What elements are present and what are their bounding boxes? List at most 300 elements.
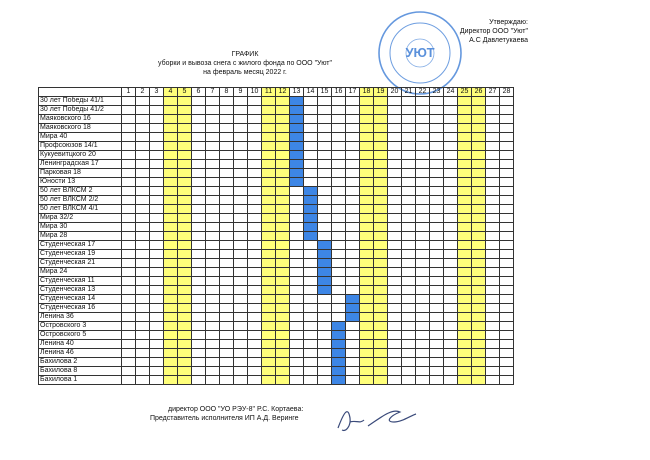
weekend-cell	[164, 151, 178, 160]
weekend-cell	[178, 268, 192, 277]
day-cell	[486, 295, 500, 304]
weekend-cell	[472, 349, 486, 358]
day-cell	[290, 232, 304, 241]
weekend-cell	[276, 223, 290, 232]
day-cell	[388, 124, 402, 133]
day-cell	[486, 250, 500, 259]
weekend-cell	[262, 268, 276, 277]
day-cell	[430, 286, 444, 295]
weekend-cell	[374, 286, 388, 295]
day-cell	[346, 133, 360, 142]
weekend-cell	[374, 349, 388, 358]
day-cell	[444, 286, 458, 295]
day-cell	[122, 160, 136, 169]
day-cell	[136, 376, 150, 385]
day-cell	[192, 115, 206, 124]
weekend-cell	[164, 376, 178, 385]
day-cell	[388, 331, 402, 340]
weekend-cell	[276, 232, 290, 241]
day-cell	[304, 259, 318, 268]
day-cell	[444, 331, 458, 340]
address-cell: 50 лет ВЛКСМ 2/2	[39, 196, 122, 205]
day-cell	[346, 277, 360, 286]
weekend-cell	[178, 178, 192, 187]
day-cell	[192, 142, 206, 151]
day-cell	[500, 340, 514, 349]
weekend-cell	[178, 259, 192, 268]
weekend-cell	[276, 205, 290, 214]
day-cell	[248, 178, 262, 187]
day-cell	[486, 214, 500, 223]
address-cell: Бахилова 8	[39, 367, 122, 376]
cleaning-day-cell	[332, 340, 346, 349]
weekend-cell	[472, 295, 486, 304]
day-cell	[444, 241, 458, 250]
day-cell	[388, 277, 402, 286]
day-header-26: 26	[472, 88, 486, 97]
weekend-cell	[374, 133, 388, 142]
day-cell	[220, 142, 234, 151]
weekend-cell	[472, 133, 486, 142]
day-cell	[388, 232, 402, 241]
day-cell	[192, 367, 206, 376]
day-cell	[206, 268, 220, 277]
day-cell	[430, 214, 444, 223]
day-cell	[486, 151, 500, 160]
weekend-cell	[360, 142, 374, 151]
day-cell	[290, 349, 304, 358]
day-cell	[500, 106, 514, 115]
day-cell	[430, 295, 444, 304]
day-cell	[486, 268, 500, 277]
weekend-cell	[178, 124, 192, 133]
day-cell	[486, 169, 500, 178]
day-cell	[304, 286, 318, 295]
weekend-cell	[164, 142, 178, 151]
day-cell	[136, 259, 150, 268]
day-cell	[220, 322, 234, 331]
day-cell	[402, 214, 416, 223]
weekend-cell	[374, 124, 388, 133]
day-cell	[290, 196, 304, 205]
day-cell	[248, 160, 262, 169]
day-cell	[416, 169, 430, 178]
weekend-cell	[360, 277, 374, 286]
weekend-cell	[262, 115, 276, 124]
address-cell: Мира 40	[39, 133, 122, 142]
day-cell	[500, 232, 514, 241]
address-cell: Юности 13	[39, 178, 122, 187]
weekend-cell	[360, 367, 374, 376]
day-cell	[318, 115, 332, 124]
weekend-cell	[458, 169, 472, 178]
day-cell	[332, 277, 346, 286]
day-cell	[234, 313, 248, 322]
day-cell	[430, 223, 444, 232]
day-cell	[220, 250, 234, 259]
day-cell	[416, 151, 430, 160]
weekend-cell	[360, 241, 374, 250]
day-cell	[346, 205, 360, 214]
cleaning-day-cell	[318, 259, 332, 268]
weekend-cell	[374, 241, 388, 250]
weekend-cell	[178, 196, 192, 205]
weekend-cell	[178, 250, 192, 259]
weekend-cell	[164, 313, 178, 322]
day-cell	[346, 169, 360, 178]
day-cell	[486, 376, 500, 385]
day-cell	[220, 295, 234, 304]
day-cell	[388, 223, 402, 232]
weekend-cell	[458, 214, 472, 223]
day-cell	[332, 178, 346, 187]
cleaning-day-cell	[290, 142, 304, 151]
weekend-cell	[458, 133, 472, 142]
day-cell	[192, 376, 206, 385]
weekend-cell	[472, 286, 486, 295]
weekend-cell	[374, 178, 388, 187]
weekend-cell	[374, 115, 388, 124]
day-cell	[150, 97, 164, 106]
day-cell	[304, 160, 318, 169]
day-cell	[318, 223, 332, 232]
table-row	[39, 304, 514, 313]
weekend-cell	[276, 367, 290, 376]
day-header-2: 2	[136, 88, 150, 97]
weekend-cell	[458, 286, 472, 295]
day-cell	[500, 178, 514, 187]
day-cell	[248, 196, 262, 205]
weekend-cell	[276, 322, 290, 331]
day-cell	[430, 250, 444, 259]
day-cell	[402, 259, 416, 268]
weekend-cell	[472, 124, 486, 133]
day-cell	[402, 277, 416, 286]
day-cell	[122, 268, 136, 277]
day-cell	[122, 259, 136, 268]
weekend-cell	[178, 142, 192, 151]
weekend-cell	[472, 358, 486, 367]
day-cell	[192, 214, 206, 223]
day-cell	[206, 187, 220, 196]
cleaning-day-cell	[290, 115, 304, 124]
day-cell	[500, 142, 514, 151]
day-cell	[304, 133, 318, 142]
weekend-cell	[458, 241, 472, 250]
day-cell	[304, 295, 318, 304]
day-cell	[444, 304, 458, 313]
day-cell	[318, 232, 332, 241]
weekend-cell	[276, 133, 290, 142]
cleaning-day-cell	[304, 223, 318, 232]
day-cell	[136, 115, 150, 124]
day-cell	[318, 151, 332, 160]
weekend-cell	[360, 97, 374, 106]
day-cell	[150, 331, 164, 340]
weekend-cell	[472, 340, 486, 349]
day-cell	[150, 376, 164, 385]
table-row	[39, 169, 514, 178]
day-cell	[206, 115, 220, 124]
cleaning-day-cell	[318, 268, 332, 277]
day-cell	[416, 187, 430, 196]
day-header-6: 6	[192, 88, 206, 97]
day-cell	[318, 340, 332, 349]
day-cell	[500, 169, 514, 178]
weekend-cell	[262, 223, 276, 232]
weekend-cell	[360, 295, 374, 304]
day-cell	[122, 295, 136, 304]
weekend-cell	[276, 295, 290, 304]
day-cell	[388, 160, 402, 169]
day-header-3: 3	[150, 88, 164, 97]
day-cell	[402, 340, 416, 349]
weekend-cell	[360, 250, 374, 259]
day-cell	[402, 223, 416, 232]
day-cell	[430, 277, 444, 286]
day-cell	[192, 358, 206, 367]
weekend-cell	[178, 286, 192, 295]
day-header-19: 19	[374, 88, 388, 97]
day-cell	[318, 160, 332, 169]
day-cell	[402, 322, 416, 331]
day-cell	[234, 205, 248, 214]
weekend-cell	[164, 106, 178, 115]
day-cell	[220, 187, 234, 196]
cleaning-day-cell	[290, 151, 304, 160]
weekend-cell	[472, 322, 486, 331]
weekend-cell	[164, 187, 178, 196]
day-cell	[248, 124, 262, 133]
day-cell	[248, 295, 262, 304]
address-cell: Студенческая 14	[39, 295, 122, 304]
day-header-25: 25	[458, 88, 472, 97]
day-cell	[290, 358, 304, 367]
day-header-7: 7	[206, 88, 220, 97]
day-cell	[136, 322, 150, 331]
weekend-cell	[262, 214, 276, 223]
weekend-cell	[360, 214, 374, 223]
day-cell	[136, 151, 150, 160]
day-cell	[416, 259, 430, 268]
day-cell	[136, 178, 150, 187]
weekend-cell	[458, 151, 472, 160]
address-cell: Студенческая 17	[39, 241, 122, 250]
day-cell	[388, 151, 402, 160]
weekend-cell	[178, 295, 192, 304]
weekend-cell	[374, 151, 388, 160]
weekend-cell	[178, 106, 192, 115]
day-cell	[304, 142, 318, 151]
weekend-cell	[164, 205, 178, 214]
day-cell	[430, 313, 444, 322]
weekend-cell	[374, 223, 388, 232]
day-cell	[402, 367, 416, 376]
weekend-cell	[374, 340, 388, 349]
weekend-cell	[164, 133, 178, 142]
weekend-cell	[164, 169, 178, 178]
weekend-cell	[262, 349, 276, 358]
cleaning-day-cell	[318, 286, 332, 295]
day-cell	[346, 322, 360, 331]
day-cell	[500, 223, 514, 232]
day-cell	[234, 349, 248, 358]
day-cell	[500, 304, 514, 313]
day-cell	[430, 340, 444, 349]
weekend-cell	[472, 241, 486, 250]
day-cell	[430, 151, 444, 160]
cleaning-day-cell	[290, 133, 304, 142]
weekend-cell	[458, 196, 472, 205]
day-cell	[416, 268, 430, 277]
day-cell	[192, 169, 206, 178]
day-cell	[122, 97, 136, 106]
day-cell	[206, 250, 220, 259]
weekend-cell	[374, 205, 388, 214]
weekend-cell	[164, 349, 178, 358]
weekend-cell	[178, 358, 192, 367]
day-cell	[444, 358, 458, 367]
weekend-cell	[262, 160, 276, 169]
day-cell	[416, 367, 430, 376]
document-title	[150, 50, 340, 77]
day-cell	[388, 322, 402, 331]
day-cell	[318, 196, 332, 205]
day-cell	[332, 268, 346, 277]
day-cell	[318, 376, 332, 385]
weekend-cell	[262, 340, 276, 349]
weekend-cell	[276, 142, 290, 151]
day-cell	[388, 115, 402, 124]
day-cell	[500, 124, 514, 133]
day-cell	[234, 124, 248, 133]
weekend-cell	[276, 178, 290, 187]
day-cell	[248, 241, 262, 250]
day-cell	[136, 124, 150, 133]
day-cell	[136, 277, 150, 286]
day-cell	[500, 97, 514, 106]
day-cell	[220, 268, 234, 277]
day-cell	[304, 241, 318, 250]
weekend-cell	[458, 349, 472, 358]
weekend-cell	[276, 268, 290, 277]
day-cell	[500, 187, 514, 196]
weekend-cell	[360, 322, 374, 331]
day-cell	[220, 331, 234, 340]
weekend-cell	[262, 205, 276, 214]
day-cell	[304, 349, 318, 358]
weekend-cell	[178, 160, 192, 169]
day-cell	[430, 160, 444, 169]
day-cell	[304, 313, 318, 322]
day-cell	[220, 241, 234, 250]
day-cell	[402, 169, 416, 178]
weekend-cell	[360, 160, 374, 169]
weekend-cell	[374, 187, 388, 196]
day-cell	[388, 376, 402, 385]
cleaning-day-cell	[290, 178, 304, 187]
day-cell	[290, 214, 304, 223]
address-cell: Маяковского 18	[39, 124, 122, 133]
day-cell	[220, 160, 234, 169]
day-cell	[220, 304, 234, 313]
day-cell	[220, 223, 234, 232]
table-row	[39, 331, 514, 340]
day-cell	[346, 340, 360, 349]
day-cell	[122, 340, 136, 349]
weekend-cell	[360, 205, 374, 214]
day-cell	[430, 187, 444, 196]
day-cell	[234, 151, 248, 160]
day-cell	[402, 133, 416, 142]
weekend-cell	[178, 313, 192, 322]
day-cell	[304, 124, 318, 133]
day-cell	[220, 178, 234, 187]
day-cell	[318, 322, 332, 331]
weekend-cell	[472, 214, 486, 223]
table-row	[39, 106, 514, 115]
day-cell	[150, 142, 164, 151]
day-cell	[136, 241, 150, 250]
weekend-cell	[276, 169, 290, 178]
address-cell: Парковая 18	[39, 169, 122, 178]
day-cell	[346, 142, 360, 151]
day-cell	[192, 187, 206, 196]
weekend-cell	[262, 322, 276, 331]
day-cell	[346, 97, 360, 106]
day-cell	[388, 97, 402, 106]
day-cell	[192, 232, 206, 241]
day-cell	[206, 97, 220, 106]
weekend-cell	[360, 196, 374, 205]
day-cell	[416, 106, 430, 115]
day-cell	[122, 151, 136, 160]
table-row	[39, 214, 514, 223]
weekend-cell	[276, 286, 290, 295]
weekend-cell	[458, 115, 472, 124]
day-header-24: 24	[444, 88, 458, 97]
weekend-cell	[276, 340, 290, 349]
day-cell	[500, 268, 514, 277]
address-cell: Мира 28	[39, 232, 122, 241]
table-row	[39, 250, 514, 259]
day-cell	[220, 97, 234, 106]
address-cell: Мира 32/2	[39, 214, 122, 223]
day-cell	[304, 358, 318, 367]
day-cell	[416, 313, 430, 322]
day-cell	[122, 205, 136, 214]
day-cell	[318, 304, 332, 313]
day-cell	[136, 232, 150, 241]
weekend-cell	[164, 295, 178, 304]
weekend-cell	[164, 331, 178, 340]
day-cell	[248, 232, 262, 241]
day-cell	[332, 151, 346, 160]
day-cell	[444, 205, 458, 214]
day-cell	[122, 241, 136, 250]
weekend-cell	[164, 196, 178, 205]
day-cell	[122, 115, 136, 124]
day-cell	[346, 358, 360, 367]
day-cell	[290, 250, 304, 259]
day-cell	[150, 367, 164, 376]
day-cell	[430, 241, 444, 250]
weekend-cell	[164, 178, 178, 187]
day-cell	[486, 304, 500, 313]
title-line-1: ГРАФИК	[231, 51, 259, 58]
day-cell	[234, 340, 248, 349]
day-cell	[486, 223, 500, 232]
